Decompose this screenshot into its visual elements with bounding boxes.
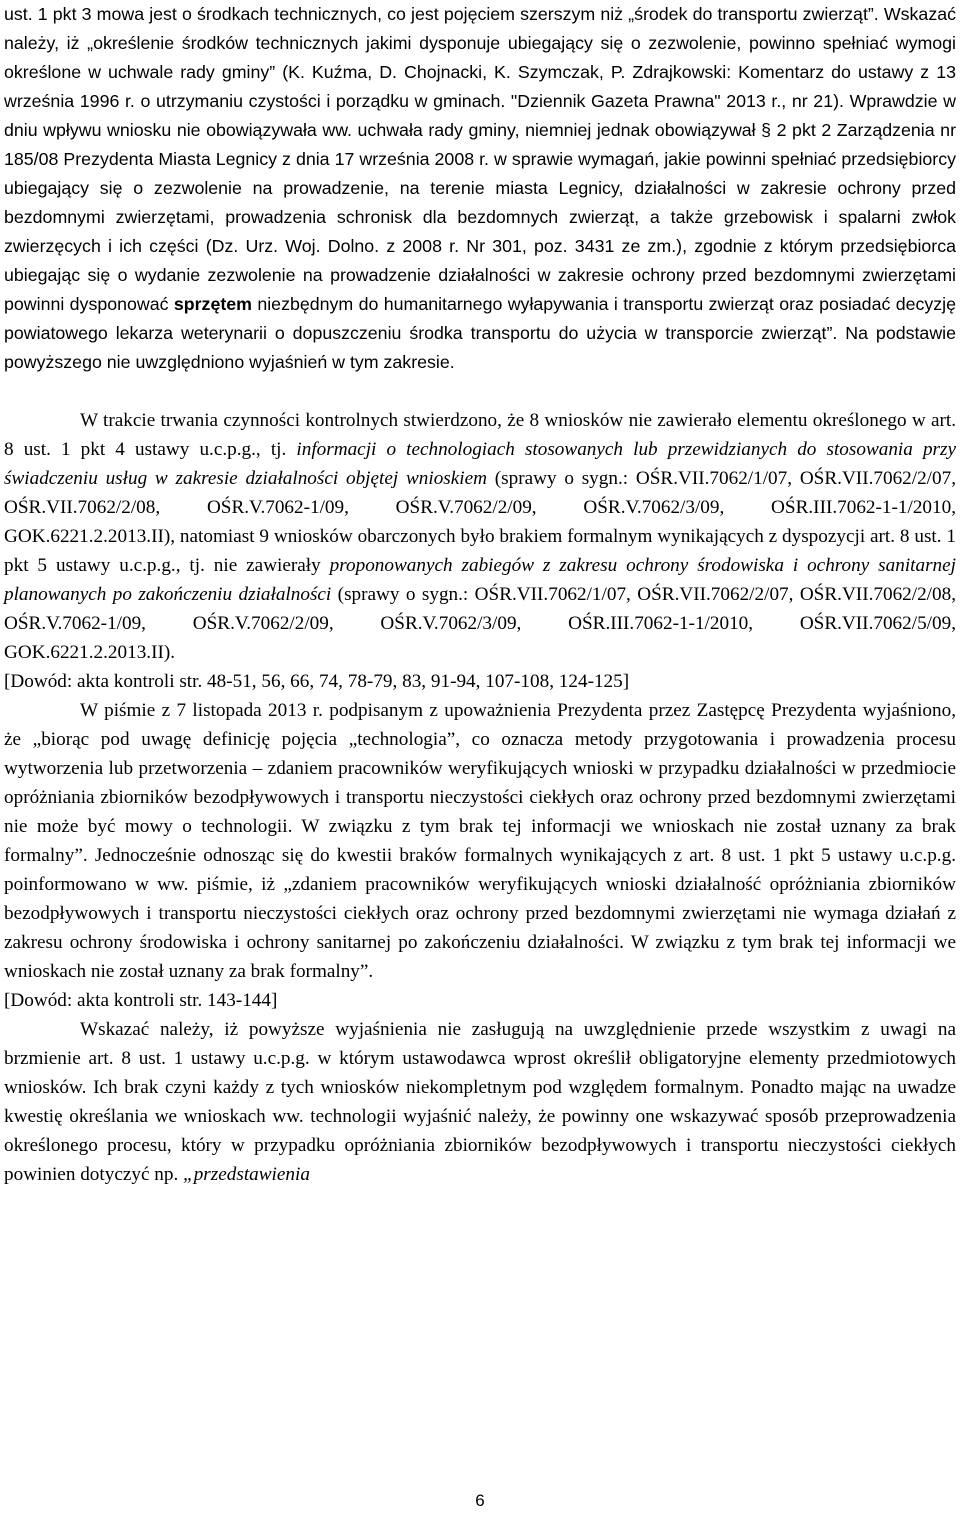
paragraph-text: ust. 1 pkt 3 mowa jest o środkach technicznych, co jest pojęciem szerszym niż „środek do transportu zwierząt”. Wskazać należy, iż „określenie środków technicznych jakimi dysponuje ubiegający się o zezwolenie, powinno spełniać wymogi określone w uchwale rady gminy” (K. Kuźma, D. Chojnacki, K. Szymczak, P. Zdrajkowski: Komentarz do ustawy z 13 września 1996 r. o utrzymaniu czystości i porządku w gminach. "Dziennik Gazeta Prawna" 2013 r., nr 21). Wprawdzie w dniu wpływu wniosku nie obowiązywała ww. uchwała rady gminy, niemniej jednak obowiązywał § 2 pkt 2 Zarządzenia nr 185/08 Prezydenta Miasta Legnicy z dnia 17 września 2008 r. w sprawie wymagań, jakie powinni spełniać przedsiębiorcy ubiegający się o zezwolenie na prowadzenie, na terenie miasta Legnicy, działalności w zakresie ochrony przed bezdomnymi zwierzętami, prowadzenia schronisk dla bezdomnych zwierząt, a także grzebowisk i spalarni zwłok zwierzęcych i ich części (Dz. Urz. Woj. Dolno. z 2008 r. Nr 301, poz. 3431 ze zm.), zgodnie z którym przedsiębiorca ubiegając się o wydanie zezwolenie na prowadzenie działalności w zakresie ochrony przed bezdomnymi zwierzętami powinni dysponować (4, 4, 956, 314)
paragraph-uchwala (4, 0, 956, 377)
paragraph-text: (sprawy o sygn.: OŚR.VII.7062/1/07, OŚR.VII.7062/2/07, OŚR.VII.7062/2/08, OŚR.V.7062-1/09, OŚR.V.7062/2/09, OŚR.V.7062/3/09, OŚR.III.7062-1-1/2010, OŚR.VII.7062/5/09, GOK.6221.2.2013.II). (4, 584, 957, 663)
paragraph-gap (4, 377, 956, 406)
italic-quote: „przedstawienia (183, 1164, 310, 1185)
paragraph-text: Wskazać należy, iż powyższe wyjaśnienia nie zasługują na uwzględnienie przede wszystkim z uwagi na brzmienie art. 8 ust. 1 ustawy u.c.p.g. w którym ustawodawca wprost określił obligatoryjne elementy przedmiotowych wniosków. Ich brak czyni każdy z tych wniosków niekompletnym pod względem formalnym. Ponadto mając na uwadze kwestię określania we wnioskach ww. technologii wyjaśnić należy, że powinny one wskazywać sposób przeprowadzenia określonego procesu, który w przypadku opróżniania zbiorników bezodpływowych i transportu nieczystości ciekłych powinien dotyczyć np. (4, 1019, 956, 1185)
paragraph-explanation: W piśmie z 7 listopada 2013 r. podpisanym z upoważnienia Prezydenta przez Zastępcę Prezydenta wyjaśniono, że „biorąc pod uwagę definicję pojęcia „technologia”, co oznacza metody przygotowania i prowadzenia procesu wytworzenia lub przetworzenia – zdaniem pracowników weryfikujących wnioski w przypadku działalności w przedmiocie opróżniania zbiorników bezodpływowych i transportu nieczystości ciekłych oraz ochrony przed bezdomnymi zwierzętami nie może być mowy o technologii. W związku z tym brak tej informacji we wnioskach nie został uznany za brak formalny”. Jednocześnie odnosząc się do kwestii braków formalnych wynikających z art. 8 ust. 1 pkt 5 ustawy u.c.p.g. poinformowano w ww. piśmie, iż „zdaniem pracowników weryfikujących wnioski działalność opróżniania zbiorników bezodpływowych i transportu nieczystości ciekłych oraz ochrony przed bezdomnymi zwierzętami nie wymaga działań z zakresu ochrony środowiska i ochrony sanitarnej po zakończeniu działalności. W związku z tym brak tej informacji we wnioskach nie został uznany za brak formalny”. (4, 700, 956, 982)
paragraph-findings (4, 406, 956, 667)
italic-quote: informacji o technologiach stosowanych lub przewidzianych do stosowania przy świadczeniu usług w zakresie działalności objętej wnioskiem (4, 439, 957, 489)
evidence-note-2: [Dowód: akta kontroli str. 143-144] (4, 990, 278, 1011)
evidence-note-1: [Dowód: akta kontroli str. 48-51, 56, 66, 74, 78-79, 83, 91-94, 107-108, 124-125] (4, 671, 630, 692)
paragraph-text: W trakcie trwania czynności kontrolnych stwierdzono, że 8 wniosków nie zawierało elementu określonego w art. 8 ust. 1 pkt 4 ustawy u.c.p.g., tj. (4, 410, 956, 460)
italic-quote: proponowanych zabiegów z zakresu ochrony środowiska i ochrony sanitarnej planowanych po zakończeniu działalności (4, 555, 956, 605)
paragraph-text: (sprawy o sygn.: OŚR.VII.7062/1/07, OŚR.VII.7062/2/07, OŚR.VII.7062/2/08, OŚR.V.7062-1/09, OŚR.V.7062/2/09, OŚR.V.7062/3/09, OŚR.III.7062-1-1/2010, GOK.6221.2.2013.II), natomiast 9 wniosków obarczonych było brakiem formalnym wynikających z dyspozycji art. 8 ust. 1 pkt 5 ustawy u.c.p.g., tj. nie zawierały (4, 468, 956, 576)
bold-term: sprzętem (173, 294, 252, 314)
page-number: 6 (475, 1491, 485, 1510)
paragraph-text: niezbędnym do humanitarnego wyłapywania i transportu zwierząt oraz posiadać decyzję powiatowego lekarza weterynarii o dopuszczeniu środka transportu do użycia w transporcie zwierząt”. Na podstawie powyższego nie uwzględniono wyjaśnień w tym zakresie. (4, 294, 956, 372)
paragraph-assessment (4, 1015, 956, 1189)
